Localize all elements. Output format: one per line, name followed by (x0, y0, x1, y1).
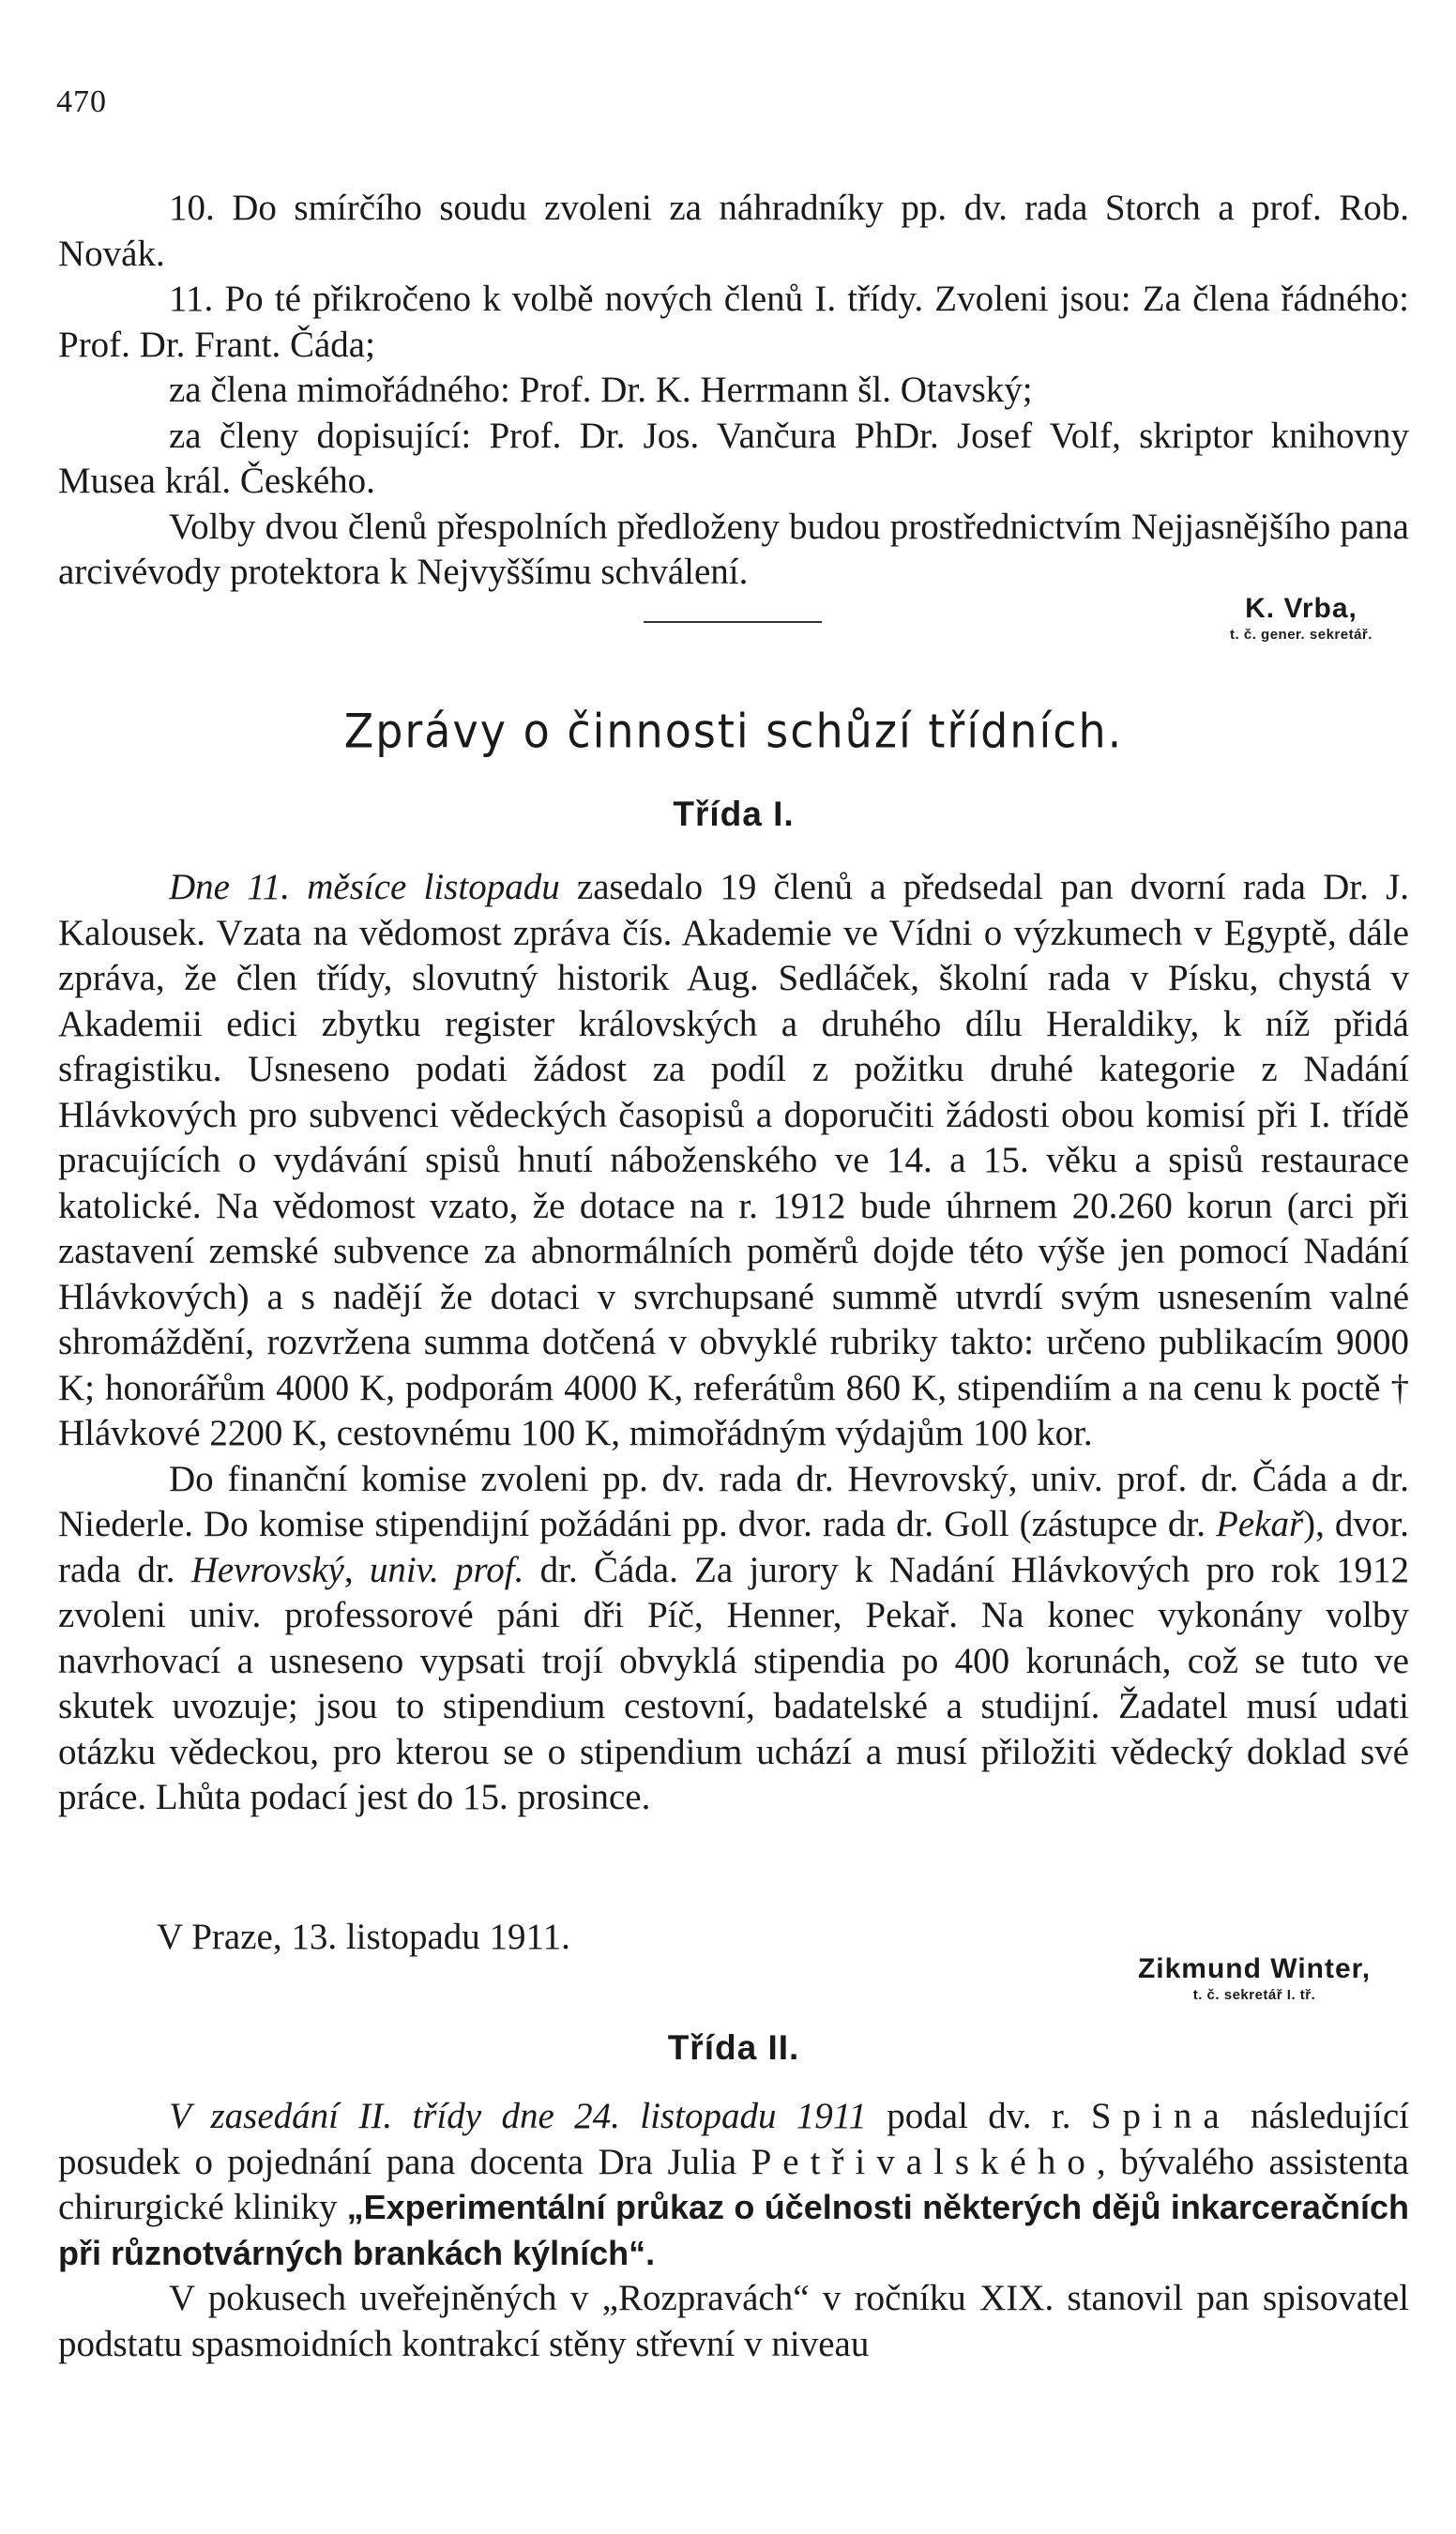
signature-title: t. č. gener. sekretář. (1230, 627, 1373, 643)
signature-name: K. Vrba, (1245, 593, 1357, 624)
signature-secretary-general (1193, 593, 1409, 643)
signature-title: t. č. sekretář I. tř. (1192, 1987, 1316, 2003)
class-1-report (58, 865, 1409, 1821)
section-heading: Zprávy o činnosti schůzí třídních. (343, 703, 1124, 759)
dateline: V Praze, 13. listopadu 1911. (157, 1917, 570, 1957)
spaced-name-spina: Spina (1090, 2096, 1231, 2136)
class-2-paragraph-2: V pokusech uveřejněných v „Rozpravách“ v ročníku XIX. stanovil pan spisovatel podstatu spasmoidních kontrakcí stěny střevní v niveau (58, 2278, 1409, 2364)
italic-univ-prof: univ. prof. (369, 1549, 524, 1590)
signature-name: Zikmund Winter, (1137, 1953, 1372, 1984)
paragraph-approval: Volby dvou členů přespolních předloženy budou prostřednictvím Nejjasnějšího pana arcivévody protektora k Nejvyššímu schválení. (58, 506, 1409, 592)
italic-name-pekar: Pekař (1216, 1504, 1304, 1544)
paragraph-new-members: 11. Po té přikročeno k volbě nových členů I. třídy. Zvoleni jsou: Za člena řádného: Prof. Dr. Frant. Čáda; (58, 279, 1409, 365)
class-1-heading: Třída I. (673, 795, 795, 833)
class-2-paragraph-1-text-a: podal dv. r. (866, 2096, 1091, 2136)
class-1-paragraph-2-text-d: dr. Čáda. Za jurory k Nadání Hlávkových pro rok 1912 zvoleni univ. professorové páni dři Píč, Henner, Pekař. Na konec vykonány volby navrhovací a usneseno vypsati trojí obvyklá stipendia po 400 korunách, což se tuto ve skutek uvozuje; jsou to stipendium cestovní, badatelské a studijní. Žadatel musí udati otázku vědeckou, pro kterou se o stipendium uchází a musí přiložiti vědecký doklad své práce. Lhůta podací jest do 15. prosince. (58, 1549, 1409, 1817)
class-1-paragraph-2 (58, 1457, 1409, 1821)
class-1-paragraph-2-text-b: ), dvor. rada dr. (58, 1504, 1409, 1590)
divider-rule (644, 621, 822, 623)
meeting-date-italic: V zasedání II. třídy dne 24. listopadu 1911 (169, 2096, 867, 2136)
paragraph-arbitration: 10. Do smírčího soudu zvoleni za náhradníky pp. dv. rada Storch a prof. Rob. Novák. (58, 188, 1409, 274)
class-1-paragraph-2-text-a: Do finanční komise zvoleni pp. dv. rada dr. Hevrovský, univ. prof. dr. Čáda a dr. Niederle. Do komise stipendijní požádáni pp. dvor. rada dr. Goll (zástupce dr. (58, 1458, 1409, 1544)
class-1-paragraph-1-text: zasedalo 19 členů a předsedal pan dvorní rada Dr. J. Kalousek. Vzata na vědomost zpráva čís. Akademie ve Vídni o výzkumech v Egyptě, dále zpráva, že člen třídy, slovutný historik Aug. Sedláček, školní rada v Písku, chystá v Akademii edici zbytku register královských a druhého dílu Heraldiky, k níž přidá sfragistiku. Usneseno podati žádost za podíl z požitku druhé kategorie z Nadání Hlávkových pro subvenci vědeckých časopisů a doporučiti žádosti obou komisí při I. třídě pracujících o vydávání spisů hnutí náboženského ve 14. a 15. věku a spisů restaurace katolické. Na vědomost vzato, že dotace na r. 1912 bude úhrnem 20.260 korun (arci při zastavení zemské subvence za abnormálních poměrů dojde této výše jen pomocí Nadání Hlávkových) a s nadějí že dotaci v svrchupsané summě utvrdí svým usnesením valné shromáždění, rozvržena summa dotčená v obvyklé rubriky takto: určeno publikacím 9000 K; honorářům 4000 K, podporám 4000 K, referátům 860 K, stipendiím a na cenu k poctě † Hlávkové 2200 K, cestovnému 100 K, mimořádným výdajům 100 kor. (58, 867, 1409, 1453)
class-2-paragraph-1-text-b: následující posudek o pojednání pana docenta Dra Julia (58, 2096, 1410, 2182)
class-2-paragraph-1-text-c: , bývalého assistenta chirurgické kliniky (58, 2141, 1409, 2227)
paragraph-corresponding-members: za členy dopisující: Prof. Dr. Jos. Vančura PhDr. Josef Volf, skriptor knihovny Musea král. Českého. (58, 415, 1409, 501)
class-1-paragraph-2-text-c: , (343, 1549, 370, 1590)
class-1-paragraph-1 (58, 865, 1409, 1457)
meeting-date-italic: Dne 11. měsíce listopadu (169, 867, 560, 907)
class-2-heading: Třída II. (667, 2028, 800, 2067)
paragraph-extraordinary-member: za člena mimořádného: Prof. Dr. K. Herrmann šl. Otavský; (169, 370, 1033, 410)
italic-name-hevrovsky: Hevrovský (190, 1549, 344, 1590)
class-2-report (58, 2094, 1409, 2367)
spaced-name-petrivalsky: Petřivalského (751, 2141, 1097, 2182)
page-number: 470 (56, 84, 107, 119)
class-2-paragraph-1 (58, 2094, 1409, 2276)
elections-block (58, 186, 1409, 596)
signature-class-secretary (1100, 1953, 1409, 2003)
paper-title-bold: „Experimentální průkaz o účelnosti některých dějů inkarceračních při různotvárných brankách kýlních“. (58, 2188, 1409, 2272)
